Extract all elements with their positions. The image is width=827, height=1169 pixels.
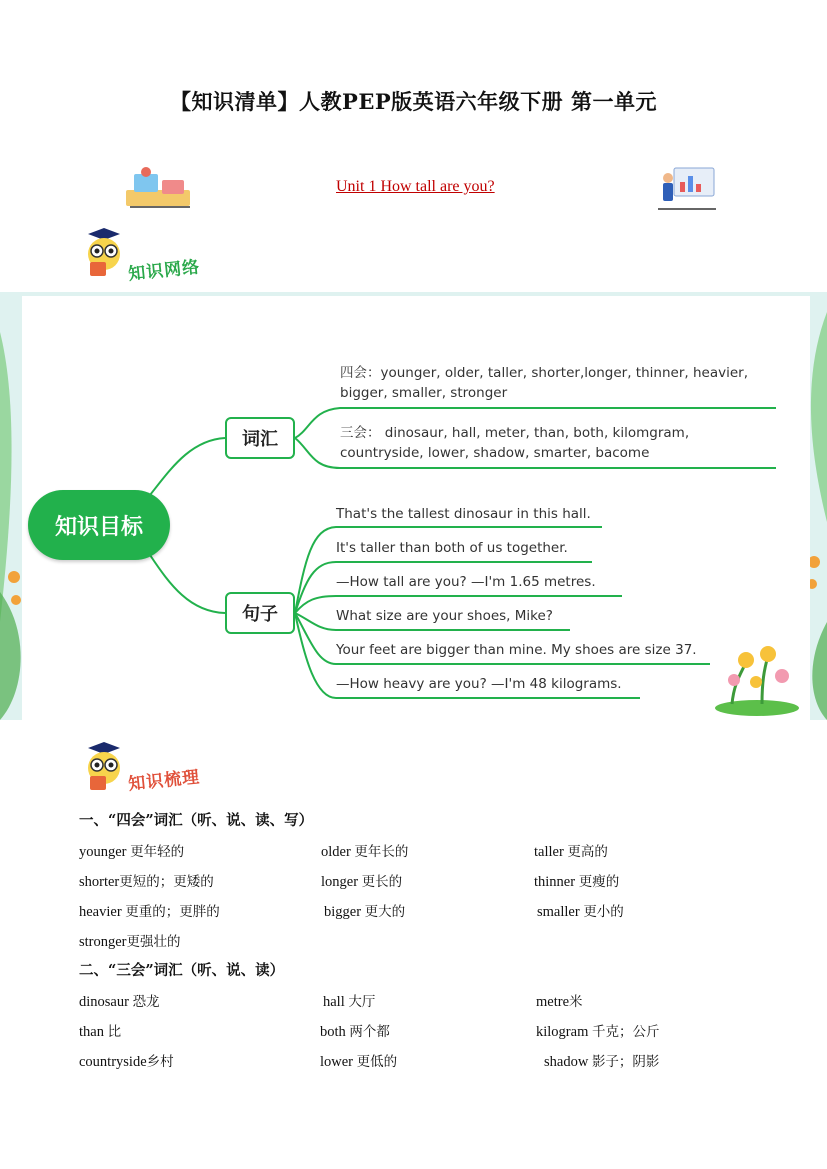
study-illustration-left xyxy=(120,166,196,210)
sentence-3: —How tall are you? —I'm 1.65 metres. xyxy=(336,574,596,590)
vocab-four-skill-line2: bigger, smaller, stronger xyxy=(340,385,508,401)
vocab-item: bigger 更大的 xyxy=(324,904,406,920)
flowers-decoration xyxy=(712,642,802,716)
page-title: 【知识清单】人教PEP版英语六年级下册 第一单元 xyxy=(170,89,657,114)
section-label-network: 知识网络 xyxy=(127,257,202,285)
vocab-item: thinner 更瘦的 xyxy=(534,874,620,890)
vocab-item: hall 大厅 xyxy=(323,994,376,1010)
vocab-item: dinosaur 恐龙 xyxy=(79,994,160,1010)
unit-title: Unit 1 How tall are you? xyxy=(336,178,495,195)
vocab-item: both 两个都 xyxy=(320,1024,390,1040)
sentence-6: —How heavy are you? —I'm 48 kilograms. xyxy=(336,676,622,692)
vocab-item: taller 更高的 xyxy=(534,844,608,860)
sentence-1: That's the tallest dinosaur in this hall. xyxy=(336,506,591,522)
vocab-item: metre米 xyxy=(536,994,583,1010)
sentence-5: Your feet are bigger than mine. My shoes are size 37. xyxy=(336,642,697,658)
vocab-three-skill-line2: countryside, lower, shadow, smarter, bacome xyxy=(340,445,650,461)
mindmap-center-node: 知识目标 xyxy=(28,490,170,560)
vocab-item: heavier 更重的；更胖的 xyxy=(79,904,220,920)
vocab-item: shorter更短的；更矮的 xyxy=(79,874,214,890)
vocab-item: than 比 xyxy=(79,1024,122,1040)
vocab-item: shadow 影子；阴影 xyxy=(544,1054,660,1070)
section-label-summary: 知识梳理 xyxy=(127,767,202,795)
vocab-item: longer 更长的 xyxy=(321,874,403,890)
vocab-item: stronger更强壮的 xyxy=(79,934,181,950)
vocab-item: younger 更年轻的 xyxy=(79,844,185,860)
vocab-four-skill-line1: 四会：younger, older, taller, shorter,longer, thinner, heavier, xyxy=(340,365,748,381)
mindmap-node-vocabulary: 词汇 xyxy=(225,417,295,459)
vocab-item: older 更年长的 xyxy=(321,844,409,860)
heading-three-skill-vocab: 二、“三会”词汇（听、说、读） xyxy=(79,962,285,979)
vocab-item: countryside乡村 xyxy=(79,1054,174,1070)
sentence-4: What size are your shoes, Mike? xyxy=(336,608,553,624)
mindmap-node-sentences: 句子 xyxy=(225,592,295,634)
vocab-item: smaller 更小的 xyxy=(537,904,624,920)
vocab-three-skill-line1: 三会： dinosaur, hall, meter, than, both, kilomgram, xyxy=(340,425,690,441)
owl-mascot-icon-2 xyxy=(80,740,126,794)
heading-four-skill-vocab: 一、“四会”词汇（听、说、读、写） xyxy=(79,812,314,829)
owl-mascot-icon xyxy=(80,226,126,280)
vocab-item: lower 更低的 xyxy=(320,1054,398,1070)
chart-illustration-right xyxy=(656,164,718,212)
vocab-item: kilogram 千克；公斤 xyxy=(536,1024,660,1040)
sentence-2: It's taller than both of us together. xyxy=(336,540,568,556)
